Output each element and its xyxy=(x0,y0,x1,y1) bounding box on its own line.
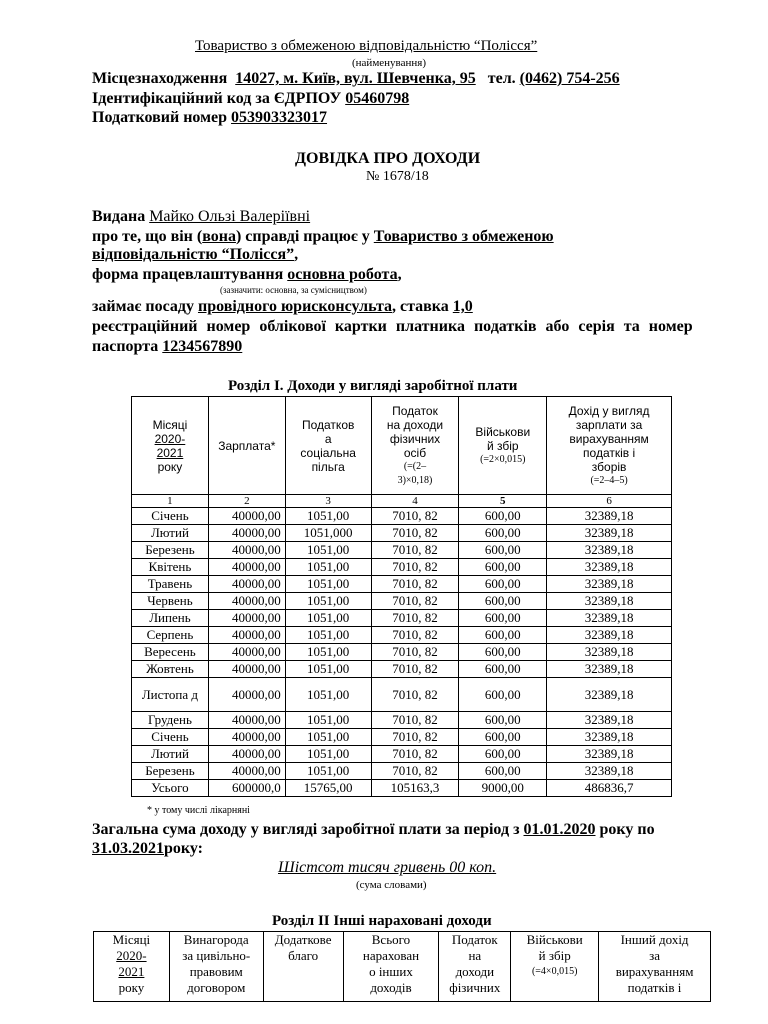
income-tax-cell: 7010, 82 xyxy=(371,712,459,729)
edrpou-label: Ідентифікаційний код за ЄДРПОУ xyxy=(92,90,342,107)
total-row xyxy=(132,780,672,797)
net-income-cell: 32389,18 xyxy=(547,763,672,780)
month-cell: Липень xyxy=(132,610,209,627)
military-levy-cell: 600,00 xyxy=(459,525,547,542)
issued-label: Видана xyxy=(92,208,146,225)
section1-title: Розділ І. Доходи у вигляді заробітної плати xyxy=(228,378,518,394)
table-row xyxy=(132,661,672,678)
month-cell: Березень xyxy=(132,542,209,559)
military-levy-cell: 600,00 xyxy=(459,729,547,746)
table-row xyxy=(132,525,672,542)
table-row xyxy=(132,542,672,559)
social-benefit-cell: 1051,00 xyxy=(285,661,371,678)
salary-cell: 40000,00 xyxy=(208,661,285,678)
social-benefit-cell: 1051,000 xyxy=(285,525,371,542)
tax-label: Податковий номер xyxy=(92,109,228,126)
month-cell: Березень xyxy=(132,763,209,780)
works-line-2 xyxy=(92,246,298,264)
table-row xyxy=(132,576,672,593)
total-period-line xyxy=(92,821,655,839)
col2-header-civil-contract: Винагорода за цивільно- правовим договором xyxy=(169,932,263,1002)
column-numbers-row xyxy=(132,495,672,508)
income-tax-cell: 7010, 82 xyxy=(371,678,459,712)
total-social-benefit: 15765,00 xyxy=(285,780,371,797)
works-comma: , xyxy=(294,246,299,263)
salary-cell: 40000,00 xyxy=(208,678,285,712)
month-cell: Травень xyxy=(132,576,209,593)
tax-number-line xyxy=(92,109,327,127)
registry-line: реєстраційний номер облікової картки платника податків або серія та номер xyxy=(92,318,693,335)
net-income-cell: 32389,18 xyxy=(547,559,672,576)
social-benefit-cell: 1051,00 xyxy=(285,576,371,593)
table-row xyxy=(132,763,672,780)
income-tax-cell: 7010, 82 xyxy=(371,542,459,559)
month-cell: Жовтень xyxy=(132,661,209,678)
salary-table-header xyxy=(132,397,672,495)
rate-value: 1,0 xyxy=(452,298,473,315)
military-levy-cell: 600,00 xyxy=(459,542,547,559)
month-cell: Січень xyxy=(132,508,209,525)
tax-value: 053903323017 xyxy=(231,109,328,126)
employment-label: форма працевлаштування xyxy=(92,266,284,283)
col-header-income-tax: Податок на доходи фізичних осіб (=(2– 3)×0,18) xyxy=(371,397,459,495)
position-value: провідного юрисконсульта xyxy=(197,298,392,315)
social-benefit-cell: 1051,00 xyxy=(285,593,371,610)
month-cell: Вересень xyxy=(132,644,209,661)
col-header-net-income: Дохід у вигляд зарплати за вирахуванням податків і зборів (=2–4–5) xyxy=(547,397,672,495)
net-income-cell: 32389,18 xyxy=(547,661,672,678)
table-row xyxy=(132,712,672,729)
social-benefit-cell: 1051,00 xyxy=(285,712,371,729)
col-number: 2 xyxy=(208,495,285,508)
passport-value: 1234567890 xyxy=(162,338,243,355)
military-levy-cell: 600,00 xyxy=(459,576,547,593)
col-number: 6 xyxy=(547,495,672,508)
salary-cell: 40000,00 xyxy=(208,746,285,763)
section2-title: Розділ ІІ Інші нараховані доходи xyxy=(272,913,492,929)
col-header-military-levy: Військови й збір (=2×0,015) xyxy=(459,397,547,495)
edrpou-line xyxy=(92,90,409,108)
footnote: * у тому числі лікарняні xyxy=(147,805,250,816)
salary-cell: 40000,00 xyxy=(208,542,285,559)
net-income-cell: 32389,18 xyxy=(547,729,672,746)
salary-cell: 40000,00 xyxy=(208,644,285,661)
col-header-salary: Зарплата* xyxy=(208,397,285,495)
passport-line xyxy=(92,338,242,356)
company-name: Товариство з обмеженою відповідальністю “Полісся” xyxy=(195,38,538,54)
works-text-2: ) справді працює у xyxy=(235,228,370,245)
income-tax-cell: 7010, 82 xyxy=(371,644,459,661)
salary-cell: 40000,00 xyxy=(208,559,285,576)
col2-header-military-levy: Військови й збір (=4×0,015) xyxy=(511,932,599,1002)
social-benefit-cell: 1051,00 xyxy=(285,644,371,661)
works-org-1: Товариство з обмеженою xyxy=(373,228,554,245)
document-number: № 1678/18 xyxy=(366,169,429,184)
total-net-income: 486836,7 xyxy=(547,780,672,797)
social-benefit-cell: 1051,00 xyxy=(285,610,371,627)
social-benefit-cell: 1051,00 xyxy=(285,746,371,763)
table-row xyxy=(132,593,672,610)
other-income-header xyxy=(94,932,711,1002)
month-cell: Лютий xyxy=(132,746,209,763)
military-levy-cell: 600,00 xyxy=(459,559,547,576)
military-levy-cell: 600,00 xyxy=(459,712,547,729)
rate-label: , ставка xyxy=(392,298,449,315)
period-from: 01.01.2020 xyxy=(523,821,596,838)
salary-cell: 40000,00 xyxy=(208,610,285,627)
col-number: 4 xyxy=(371,495,459,508)
military-levy-cell: 600,00 xyxy=(459,661,547,678)
position-line xyxy=(92,298,473,316)
employment-caption: (зазначити: основна, за сумісництвом) xyxy=(220,285,367,295)
salary-cell: 40000,00 xyxy=(208,763,285,780)
col2-header-months: Місяці 2020- 2021 року xyxy=(94,932,170,1002)
table-row xyxy=(132,508,672,525)
month-cell: Листопа д xyxy=(132,678,209,712)
salary-table xyxy=(131,396,672,797)
amount-in-words: Шістсот тисяч гривень 00 коп. xyxy=(278,859,497,876)
military-levy-cell: 600,00 xyxy=(459,746,547,763)
income-tax-cell: 7010, 82 xyxy=(371,508,459,525)
military-levy-cell: 600,00 xyxy=(459,508,547,525)
works-line xyxy=(92,228,554,246)
total-military-levy: 9000,00 xyxy=(459,780,547,797)
income-tax-cell: 7010, 82 xyxy=(371,559,459,576)
social-benefit-cell: 1051,00 xyxy=(285,542,371,559)
location-value: 14027, м. Київ, вул. Шевченка, 95 xyxy=(235,70,476,87)
income-tax-cell: 7010, 82 xyxy=(371,661,459,678)
social-benefit-cell: 1051,00 xyxy=(285,678,371,712)
income-tax-cell: 7010, 82 xyxy=(371,627,459,644)
location-line xyxy=(92,70,620,88)
table-row xyxy=(132,610,672,627)
net-income-cell: 32389,18 xyxy=(547,644,672,661)
social-benefit-cell: 1051,00 xyxy=(285,508,371,525)
col2-header-other-net: Інший дохід за вирахуванням податків і xyxy=(599,932,711,1002)
total-text-3: року: xyxy=(164,840,204,857)
tel-value: (0462) 754-256 xyxy=(519,70,620,87)
income-tax-cell: 7010, 82 xyxy=(371,576,459,593)
employment-line xyxy=(92,266,402,284)
net-income-cell: 32389,18 xyxy=(547,746,672,763)
table-row xyxy=(132,644,672,661)
passport-label: паспорта xyxy=(92,338,159,355)
net-income-cell: 32389,18 xyxy=(547,576,672,593)
col-header-social-benefit: Податков а соціальна пільга xyxy=(285,397,371,495)
month-cell: Серпень xyxy=(132,627,209,644)
col2-header-income-tax: Податок на доходи фізичних xyxy=(439,932,511,1002)
col-header-months: Місяці 2020- 2021 року xyxy=(132,397,209,495)
table-row xyxy=(132,746,672,763)
military-levy-cell: 600,00 xyxy=(459,627,547,644)
social-benefit-cell: 1051,00 xyxy=(285,763,371,780)
total-period-line-2 xyxy=(92,840,203,858)
works-org-2: відповідальністю “Полісся” xyxy=(92,246,295,263)
other-income-table xyxy=(93,931,711,1002)
works-text-1: про те, що він ( xyxy=(92,228,203,245)
total-text-1: Загальна сума доходу у вигляді заробітної плати за період з xyxy=(92,821,520,838)
net-income-cell: 32389,18 xyxy=(547,627,672,644)
location-label: Місцезнаходження xyxy=(92,70,228,87)
col2-header-total-other: Всього нарахован о інших доходів xyxy=(343,932,439,1002)
table-row xyxy=(132,729,672,746)
col2-header-additional-benefit: Додаткове благо xyxy=(263,932,343,1002)
month-cell: Грудень xyxy=(132,712,209,729)
amount-caption: (сума словами) xyxy=(356,879,427,891)
social-benefit-cell: 1051,00 xyxy=(285,627,371,644)
employment-value: основна робота xyxy=(287,266,398,283)
month-cell: Лютий xyxy=(132,525,209,542)
col-number: 5 xyxy=(459,495,547,508)
total-label: Усього xyxy=(132,780,209,797)
net-income-cell: 32389,18 xyxy=(547,542,672,559)
document-title: ДОВІДКА ПРО ДОХОДИ xyxy=(295,150,481,167)
total-text-2: року по xyxy=(599,821,655,838)
military-levy-cell: 600,00 xyxy=(459,593,547,610)
company-caption: (найменування) xyxy=(352,57,426,69)
table-row xyxy=(132,559,672,576)
net-income-cell: 32389,18 xyxy=(547,508,672,525)
military-levy-cell: 600,00 xyxy=(459,678,547,712)
salary-cell: 40000,00 xyxy=(208,525,285,542)
income-tax-cell: 7010, 82 xyxy=(371,610,459,627)
month-cell: Квітень xyxy=(132,559,209,576)
military-levy-cell: 600,00 xyxy=(459,610,547,627)
salary-cell: 40000,00 xyxy=(208,508,285,525)
table-row xyxy=(132,678,672,712)
military-levy-cell: 600,00 xyxy=(459,763,547,780)
income-tax-cell: 7010, 82 xyxy=(371,525,459,542)
period-to: 31.03.2021 xyxy=(92,840,164,857)
net-income-cell: 32389,18 xyxy=(547,712,672,729)
employment-comma: , xyxy=(397,266,402,283)
income-tax-cell: 7010, 82 xyxy=(371,746,459,763)
total-income-tax: 105163,3 xyxy=(371,780,459,797)
salary-cell: 40000,00 xyxy=(208,593,285,610)
social-benefit-cell: 1051,00 xyxy=(285,729,371,746)
issued-to: Майко Ользі Валеріївні xyxy=(149,208,311,225)
issued-line xyxy=(92,208,310,226)
works-she: вона xyxy=(202,228,236,245)
income-tax-cell: 7010, 82 xyxy=(371,729,459,746)
salary-cell: 40000,00 xyxy=(208,627,285,644)
col-number: 1 xyxy=(132,495,209,508)
salary-cell: 40000,00 xyxy=(208,729,285,746)
salary-cell: 40000,00 xyxy=(208,712,285,729)
edrpou-value: 05460798 xyxy=(345,90,410,107)
month-cell: Січень xyxy=(132,729,209,746)
col-number: 3 xyxy=(285,495,371,508)
position-label: займає посаду xyxy=(92,298,194,315)
tel-label: тел. xyxy=(487,70,516,87)
month-cell: Червень xyxy=(132,593,209,610)
net-income-cell: 32389,18 xyxy=(547,610,672,627)
table-row xyxy=(132,627,672,644)
net-income-cell: 32389,18 xyxy=(547,525,672,542)
income-tax-cell: 7010, 82 xyxy=(371,593,459,610)
net-income-cell: 32389,18 xyxy=(547,593,672,610)
income-tax-cell: 7010, 82 xyxy=(371,763,459,780)
salary-cell: 40000,00 xyxy=(208,576,285,593)
net-income-cell: 32389,18 xyxy=(547,678,672,712)
total-salary: 600000,0 xyxy=(208,780,285,797)
military-levy-cell: 600,00 xyxy=(459,644,547,661)
social-benefit-cell: 1051,00 xyxy=(285,559,371,576)
